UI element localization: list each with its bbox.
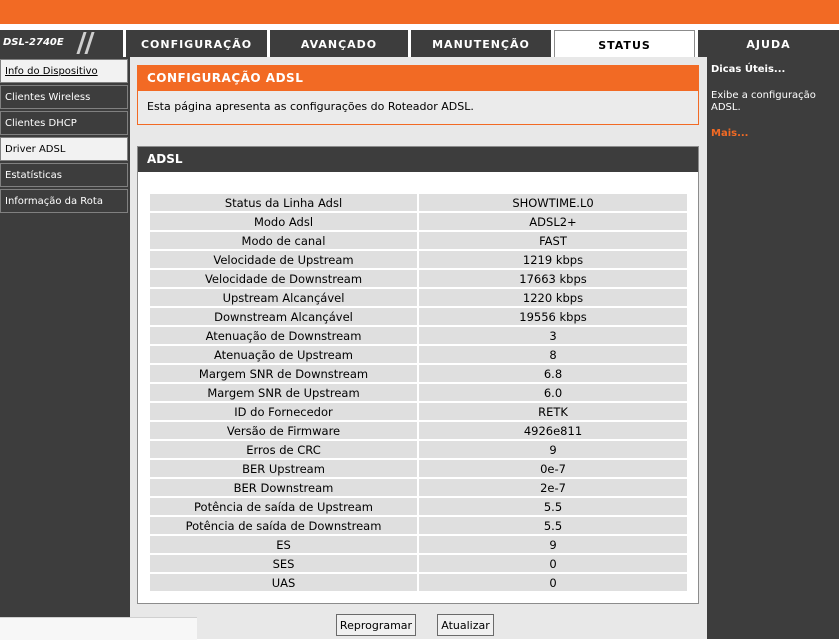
adsl-panel [137,146,699,604]
logo-slash-decoration [84,32,94,54]
reprogram-button[interactable]: Reprogramar [336,614,416,636]
config-adsl-description: Esta página apresenta as configurações do Roteador ADSL. [147,100,474,113]
adsl-row-label: BER Upstream [150,460,417,477]
sidebar-item-informacao-rota[interactable]: Informação da Rota [0,189,128,213]
sidebar-item-estatisticas[interactable]: Estatísticas [0,163,128,187]
adsl-row-label: Erros de CRC [150,441,417,458]
adsl-row-value: 2e-7 [419,479,687,496]
adsl-panel-title: ADSL [138,147,698,172]
adsl-row-value: 1219 kbps [419,251,687,268]
table-row [150,308,687,325]
adsl-row-value: 19556 kbps [419,308,687,325]
table-row [150,441,687,458]
config-adsl-panel [137,65,699,125]
adsl-row-label: Velocidade de Upstream [150,251,417,268]
tab-manutencao[interactable]: MANUTENÇÃO [411,30,551,57]
adsl-row-value: RETK [419,403,687,420]
table-row [150,517,687,534]
table-row [150,213,687,230]
sidebar-item-clientes-wireless[interactable]: Clientes Wireless [0,85,128,109]
adsl-row-value: 6.0 [419,384,687,401]
tab-configuracao[interactable]: CONFIGURAÇÃO [126,30,267,57]
table-row [150,536,687,553]
table-row [150,232,687,249]
adsl-row-label: Modo Adsl [150,213,417,230]
table-row [150,384,687,401]
sidebar [0,57,130,639]
adsl-row-label: Potência de saída de Upstream [150,498,417,515]
table-row [150,403,687,420]
adsl-row-label: Downstream Alcançável [150,308,417,325]
table-row [150,479,687,496]
adsl-row-label: Margem SNR de Downstream [150,365,417,382]
adsl-row-label: Atenuação de Downstream [150,327,417,344]
adsl-row-value: ADSL2+ [419,213,687,230]
table-row [150,289,687,306]
table-row [150,251,687,268]
adsl-row-value: 5.5 [419,498,687,515]
top-nav [0,30,839,57]
tab-avancado[interactable]: AVANÇADO [270,30,408,57]
adsl-row-label: Versão de Firmware [150,422,417,439]
adsl-row-value: FAST [419,232,687,249]
help-more-link[interactable]: Mais... [711,128,749,139]
adsl-row-value: 0 [419,555,687,572]
model-logo [0,30,123,57]
adsl-row-value: 8 [419,346,687,363]
tab-ajuda[interactable]: AJUDA [698,30,839,57]
help-title: Dicas Úteis... [711,64,786,75]
adsl-row-label: ES [150,536,417,553]
adsl-row-value: 9 [419,536,687,553]
adsl-row-value: 0e-7 [419,460,687,477]
adsl-status-table [148,192,689,593]
table-row [150,498,687,515]
model-name: DSL-2740E [3,37,64,48]
adsl-row-label: ID do Fornecedor [150,403,417,420]
adsl-row-label: SES [150,555,417,572]
tab-status[interactable]: STATUS [554,30,695,57]
table-row [150,574,687,591]
adsl-row-label: Velocidade de Downstream [150,270,417,287]
table-row [150,422,687,439]
sidebar-item-info-dispositivo[interactable]: Info do Dispositivo [0,59,128,83]
adsl-row-label: UAS [150,574,417,591]
table-row [150,555,687,572]
help-text: Exibe a configuração ADSL. [711,90,816,113]
table-row [150,365,687,382]
refresh-button[interactable]: Atualizar [437,614,494,636]
adsl-row-label: Status da Linha Adsl [150,194,417,211]
adsl-row-value: 17663 kbps [419,270,687,287]
adsl-row-label: BER Downstream [150,479,417,496]
table-row [150,346,687,363]
adsl-row-value: 4926e811 [419,422,687,439]
adsl-row-label: Margem SNR de Upstream [150,384,417,401]
sidebar-item-driver-adsl[interactable]: Driver ADSL [0,137,128,161]
config-adsl-title: CONFIGURAÇÃO ADSL [138,66,698,91]
adsl-row-value: 3 [419,327,687,344]
adsl-row-value: 0 [419,574,687,591]
sidebar-item-clientes-dhcp[interactable]: Clientes DHCP [0,111,128,135]
adsl-row-value: 5.5 [419,517,687,534]
adsl-row-label: Potência de saída de Downstream [150,517,417,534]
help-panel [707,57,839,639]
adsl-row-label: Modo de canal [150,232,417,249]
table-row [150,194,687,211]
table-row [150,327,687,344]
adsl-row-label: Upstream Alcançável [150,289,417,306]
top-banner [0,0,839,24]
adsl-row-value: SHOWTIME.L0 [419,194,687,211]
adsl-row-value: 6.8 [419,365,687,382]
adsl-row-value: 9 [419,441,687,458]
table-row [150,270,687,287]
adsl-row-value: 1220 kbps [419,289,687,306]
table-row [150,460,687,477]
status-area [0,617,197,640]
adsl-row-label: Atenuação de Upstream [150,346,417,363]
